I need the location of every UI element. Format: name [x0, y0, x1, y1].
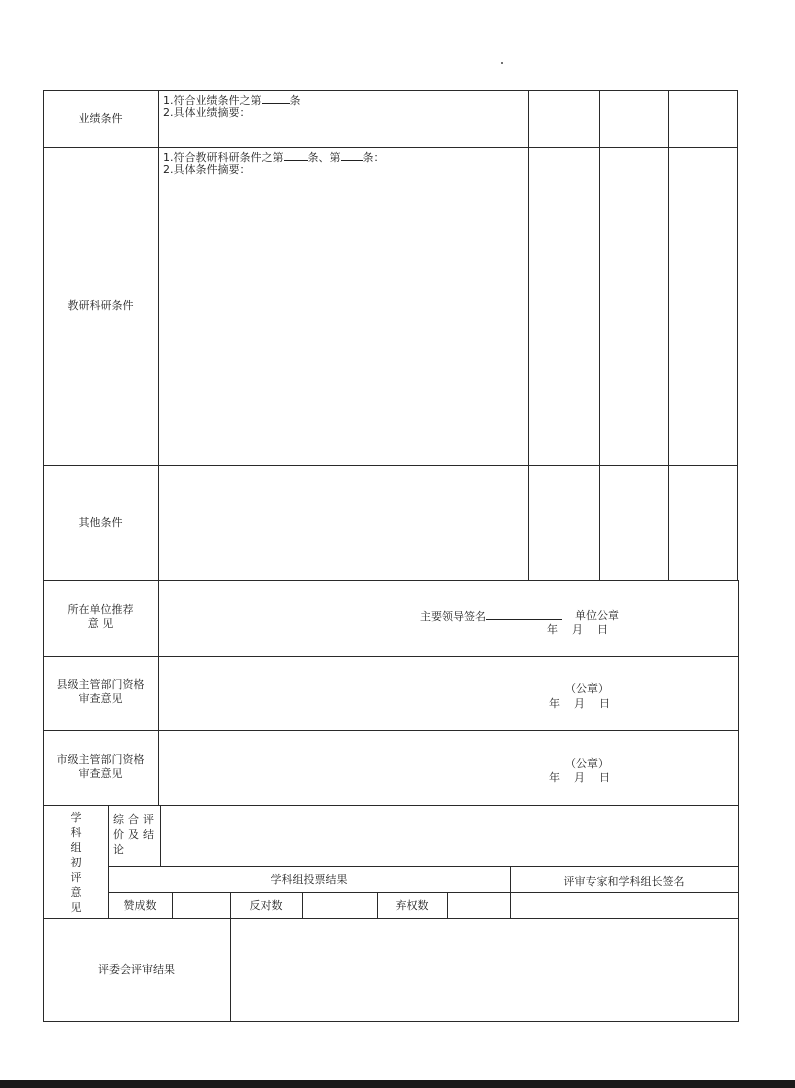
performance-rule-number-blank[interactable] [262, 93, 290, 104]
research-line1-b: 条、第 [307, 151, 341, 164]
county-seal: （公章） [565, 682, 609, 695]
unit-signature [420, 609, 562, 623]
line-other-bottom [43, 580, 738, 581]
performance-label: 业绩条件 [78, 112, 123, 125]
signature-header: 评审专家和学科组长签名 [563, 875, 685, 888]
line-col-a [528, 90, 529, 580]
scan-speck [501, 62, 503, 64]
line-col-c [668, 90, 669, 580]
unit-signature-blank[interactable] [486, 609, 562, 620]
line-bottom [43, 1021, 739, 1022]
line-left [43, 90, 44, 1021]
county-label-line1: 县级主管部门资格 [56, 678, 145, 691]
city-date: 年 月 日 [549, 771, 610, 784]
city-label-line2: 审查意见 [78, 767, 123, 780]
county-label-line2: 审查意见 [78, 692, 123, 705]
line-county-bottom [43, 730, 739, 731]
performance-line1-suffix: 条 [289, 94, 301, 107]
unit-signature-label: 主要领导签名 [420, 610, 486, 623]
research-line1-a: 1.符合教研科研条件之第 [163, 151, 284, 164]
line-subject-group-bottom [43, 918, 739, 919]
line-label-divider [158, 90, 159, 805]
unit-label-line2: 意 见 [87, 617, 114, 630]
research-label: 教研科研条件 [67, 299, 134, 312]
research-line1-c: 条： [362, 151, 385, 164]
line-vote-col-5 [447, 892, 448, 918]
other-label: 其他条件 [78, 516, 123, 529]
line-evaluation-divider [160, 805, 161, 866]
subject-group-label: 学科组初评意见 [70, 811, 82, 914]
unit-date: 年 月 日 [547, 623, 608, 636]
line-right-upper [737, 90, 738, 580]
line-evaluation-bottom [108, 866, 739, 867]
line-performance-bottom [43, 147, 738, 148]
line-vote-signature-divider [510, 866, 511, 918]
city-seal: （公章） [565, 757, 609, 770]
line-col-b [599, 90, 600, 580]
performance-line1 [163, 93, 301, 107]
abstain-label: 弃权数 [395, 899, 429, 912]
oppose-label: 反对数 [249, 899, 283, 912]
line-research-bottom [43, 465, 738, 466]
line-vote-col-3 [302, 892, 303, 918]
research-rule-number-blank-2[interactable] [341, 150, 363, 161]
performance-line1-text: 1.符合业绩条件之第 [163, 94, 262, 107]
county-date: 年 月 日 [549, 697, 610, 710]
evaluation-label: 综合评价及结论 [113, 813, 158, 856]
line-top [43, 90, 738, 91]
research-line2: 2.具体条件摘要： [163, 163, 251, 176]
line-vote-col-1 [172, 892, 173, 918]
city-label-line1: 市级主管部门资格 [56, 753, 145, 766]
research-rule-number-blank-1[interactable] [284, 150, 308, 161]
line-committee-divider [230, 918, 231, 1021]
research-line1 [163, 150, 385, 164]
scan-edge-strip [0, 1080, 795, 1088]
unit-seal-label: 单位公章 [575, 609, 619, 622]
approve-label: 赞成数 [123, 899, 157, 912]
unit-label-line1: 所在单位推荐 [67, 603, 134, 616]
vote-header: 学科组投票结果 [270, 873, 348, 886]
performance-line2: 2.具体业绩摘要： [163, 106, 251, 119]
line-unit-bottom [43, 656, 739, 657]
committee-label: 评委会评审结果 [98, 963, 175, 976]
line-city-bottom [43, 805, 739, 806]
line-right-lower [738, 580, 739, 1021]
line-vote-header-bottom [108, 892, 739, 893]
